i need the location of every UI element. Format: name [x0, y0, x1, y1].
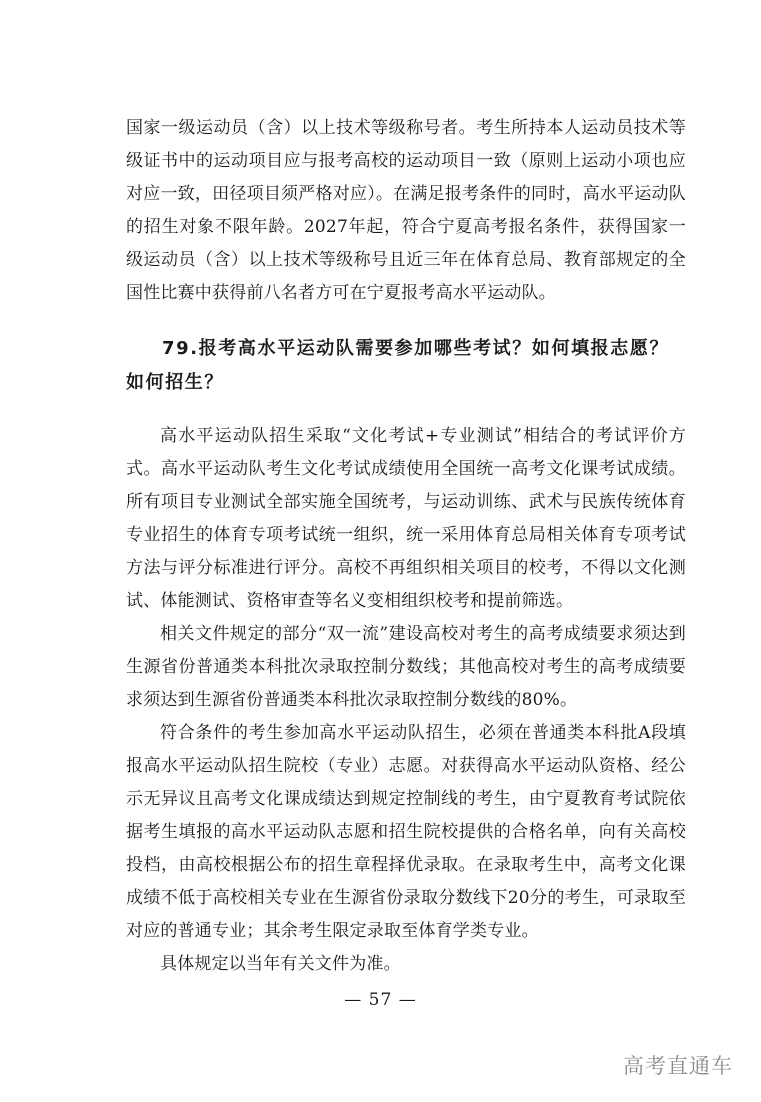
- question-heading: 79.报考高水平运动队需要参加哪些考试？如何填报志愿？如何招生？: [126, 338, 670, 393]
- intro-paragraph: 国家一级运动员（含）以上技术等级称号者。考生所持本人运动员技术等级证书中的运动项目应与报考高校的运动项目一致（原则上运动小项也应对应一致，田径项目须严格对应）。在满足报考条件的同时，高水平运动队的招生对象不限年龄。2027年起，符合宁夏高考报名条件，获得国家一级运动员（含）以上技术等级称号且近三年在体育总局、教育部规定的全国性比赛中获得前八名者方可在宁夏报考高水平运动队。: [126, 118, 686, 303]
- document-body: [126, 112, 686, 981]
- paragraph-note: 具体规定以当年有关文件为准。: [160, 954, 401, 974]
- page-number: — 57 —: [344, 990, 417, 1010]
- paragraph-score-requirements: 相关文件规定的部分“双一流”建设高校对考生的高考成绩要求须达到生源省份普通类本科批次录取控制分数线；其他高校对考生的高考成绩要求须达到生源省份普通类本科批次录取控制分数线的80%。: [126, 624, 686, 710]
- paragraph-exam-format: 高水平运动队招生采取“文化考试+专业测试”相结合的考试评价方式。高水平运动队考生文化考试成绩使用全国统一高考文化课考试成绩。所有项目专业测试全部实施全国统考，与运动训练、武术与民族传统体育专业招生的体育专项考试统一组织，统一采用体育总局相关体育专项考试方法与评分标准进行评分。高校不再组织相关项目的校考，不得以文化测试、体能测试、资格审查等名义变相组织校考和提前筛选。: [126, 426, 686, 611]
- paragraph-admission: 符合条件的考生参加高水平运动队招生，必须在普通类本科批A段填报高水平运动队招生院校（专业）志愿。对获得高水平运动队资格、经公示无异议且高考文化课成绩达到规定控制线的考生，由宁夏教育考试院依据考生填报的高水平运动队志愿和招生院校提供的合格名单，向有关高校投档，由高校根据公布的招生章程择优录取。在录取考生中，高考文化课成绩不低于高校相关专业在生源省份录取分数线下20分的考生，可录取至对应的普通专业；其余考生限定录取至体育学类专业。: [126, 723, 686, 941]
- watermark: 高考直通车: [623, 1054, 733, 1078]
